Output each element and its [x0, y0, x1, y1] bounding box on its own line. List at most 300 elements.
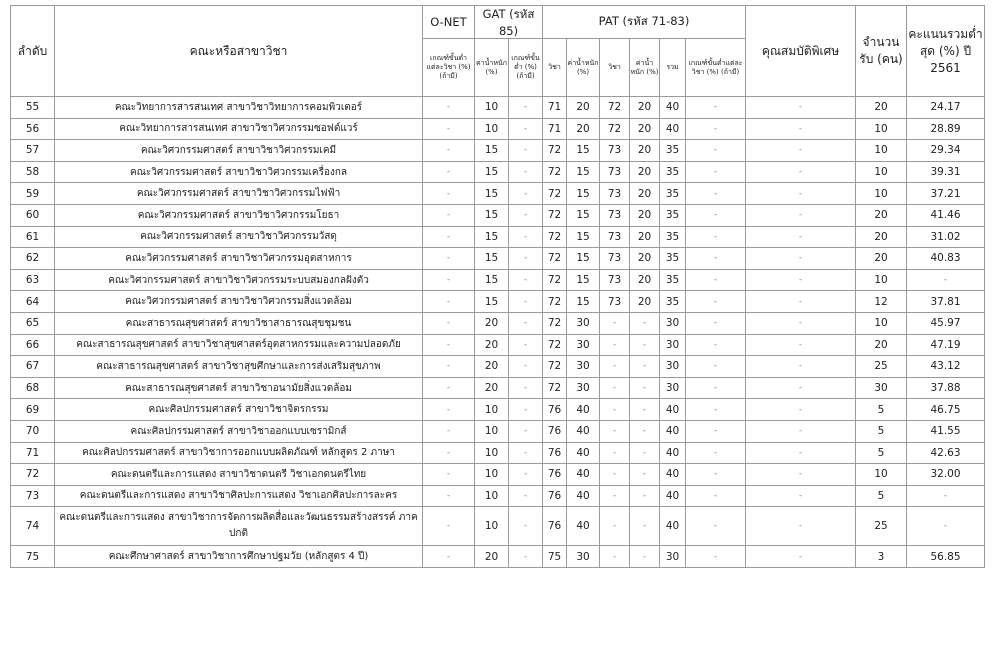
- gat-min: -: [509, 183, 543, 205]
- row-number: 56: [11, 118, 55, 140]
- pat-subject-2: 73: [600, 161, 630, 183]
- table-row: [11, 334, 985, 356]
- pat-weight-2: -: [630, 399, 660, 421]
- pat-weight-1: 30: [567, 546, 600, 568]
- header-gat-min: เกณฑ์ขั้นต่ำ (%) (ถ้ามี): [509, 39, 543, 97]
- pat-subject-1: 76: [543, 507, 567, 546]
- special-qualification: -: [746, 140, 856, 162]
- table-row: [11, 269, 985, 291]
- gat-weight: 10: [475, 507, 509, 546]
- onet-min: -: [423, 420, 475, 442]
- gat-min: -: [509, 356, 543, 378]
- faculty-name: คณะวิศวกรรมศาสตร์ สาขาวิชาวิศวกรรมเคมี: [55, 140, 423, 162]
- gat-weight: 10: [475, 399, 509, 421]
- min-score: 45.97: [907, 312, 985, 334]
- onet-min: -: [423, 118, 475, 140]
- pat-total: 30: [660, 546, 686, 568]
- special-qualification: -: [746, 312, 856, 334]
- pat-subject-1: 76: [543, 464, 567, 486]
- pat-subject-1: 76: [543, 485, 567, 507]
- table-row: [11, 161, 985, 183]
- min-score: 46.75: [907, 399, 985, 421]
- pat-min: -: [686, 248, 746, 270]
- pat-weight-2: 20: [630, 248, 660, 270]
- faculty-name: คณะดนตรีและการแสดง สาขาวิชาศิลปะการแสดง วิชาเอกศิลปะการละคร: [55, 485, 423, 507]
- pat-weight-1: 40: [567, 420, 600, 442]
- min-score: 37.88: [907, 377, 985, 399]
- seats: 12: [856, 291, 907, 313]
- pat-weight-1: 15: [567, 269, 600, 291]
- table-row: [11, 226, 985, 248]
- faculty-name: คณะสาธารณสุขศาสตร์ สาขาวิชาสุขศึกษาและการส่งเสริมสุขภาพ: [55, 356, 423, 378]
- pat-weight-2: -: [630, 377, 660, 399]
- gat-weight: 20: [475, 334, 509, 356]
- gat-weight: 20: [475, 356, 509, 378]
- pat-subject-2: 73: [600, 291, 630, 313]
- faculty-name: คณะดนตรีและการแสดง สาขาวิชาการจัดการผลิตสื่อและวัฒนธรรมสร้างสรรค์ ภาคปกติ: [55, 507, 423, 546]
- pat-subject-1: 75: [543, 546, 567, 568]
- row-number: 69: [11, 399, 55, 421]
- gat-weight: 20: [475, 377, 509, 399]
- row-number: 66: [11, 334, 55, 356]
- pat-subject-2: 73: [600, 183, 630, 205]
- pat-subject-2: -: [600, 399, 630, 421]
- row-number: 61: [11, 226, 55, 248]
- pat-subject-2: 72: [600, 97, 630, 119]
- special-qualification: -: [746, 183, 856, 205]
- faculty-name: คณะศิลปกรรมศาสตร์ สาขาวิชาการออกแบบผลิตภัณฑ์ หลักสูตร 2 ภาษา: [55, 442, 423, 464]
- pat-min: -: [686, 312, 746, 334]
- seats: 5: [856, 442, 907, 464]
- header-faculty: คณะหรือสาขาวิชา: [55, 6, 423, 97]
- pat-min: -: [686, 507, 746, 546]
- pat-weight-1: 15: [567, 161, 600, 183]
- table-row: [11, 464, 985, 486]
- row-number: 64: [11, 291, 55, 313]
- special-qualification: -: [746, 118, 856, 140]
- pat-subject-2: -: [600, 356, 630, 378]
- gat-min: -: [509, 485, 543, 507]
- special-qualification: -: [746, 161, 856, 183]
- pat-subject-1: 76: [543, 420, 567, 442]
- pat-weight-1: 15: [567, 248, 600, 270]
- pat-min: -: [686, 485, 746, 507]
- table-row: [11, 248, 985, 270]
- header-pat-subject-2: วิชา: [600, 39, 630, 97]
- seats: 5: [856, 420, 907, 442]
- onet-min: -: [423, 226, 475, 248]
- table-row: [11, 399, 985, 421]
- faculty-name: คณะวิศวกรรมศาสตร์ สาขาวิชาวิศวกรรมอุตสาหการ: [55, 248, 423, 270]
- pat-min: -: [686, 420, 746, 442]
- min-score: 43.12: [907, 356, 985, 378]
- onet-min: -: [423, 269, 475, 291]
- row-number: 70: [11, 420, 55, 442]
- pat-total: 40: [660, 420, 686, 442]
- header-pat-weight-1: ค่าน้ำหนัก (%): [567, 39, 600, 97]
- pat-subject-1: 72: [543, 291, 567, 313]
- pat-min: -: [686, 183, 746, 205]
- pat-subject-2: 73: [600, 226, 630, 248]
- pat-min: -: [686, 97, 746, 119]
- seats: 10: [856, 161, 907, 183]
- onet-min: -: [423, 312, 475, 334]
- pat-weight-2: -: [630, 485, 660, 507]
- pat-subject-1: 72: [543, 226, 567, 248]
- gat-weight: 10: [475, 464, 509, 486]
- onet-min: -: [423, 140, 475, 162]
- pat-min: -: [686, 204, 746, 226]
- pat-subject-1: 72: [543, 356, 567, 378]
- onet-min: -: [423, 248, 475, 270]
- table-row: [11, 420, 985, 442]
- min-score: 56.85: [907, 546, 985, 568]
- header-onet-min: เกณฑ์ขั้นต่ำแต่ละวิชา (%) (ถ้ามี): [423, 39, 475, 97]
- pat-weight-2: 20: [630, 118, 660, 140]
- pat-weight-1: 40: [567, 399, 600, 421]
- gat-min: -: [509, 140, 543, 162]
- pat-total: 40: [660, 485, 686, 507]
- row-number: 65: [11, 312, 55, 334]
- pat-weight-2: 20: [630, 269, 660, 291]
- pat-min: -: [686, 269, 746, 291]
- special-qualification: -: [746, 546, 856, 568]
- faculty-name: คณะวิทยาการสารสนเทศ สาขาวิชาวิทยาการคอมพิวเตอร์: [55, 97, 423, 119]
- gat-weight: 15: [475, 269, 509, 291]
- pat-subject-2: -: [600, 485, 630, 507]
- gat-weight: 20: [475, 312, 509, 334]
- pat-subject-1: 76: [543, 442, 567, 464]
- table-row: [11, 485, 985, 507]
- row-number: 63: [11, 269, 55, 291]
- header-pat-min: เกณฑ์ขั้นต่ำแต่ละวิชา (%) (ถ้ามี): [686, 39, 746, 97]
- row-number: 67: [11, 356, 55, 378]
- faculty-name: คณะสาธารณสุขศาสตร์ สาขาวิชาอนามัยสิ่งแวดล้อม: [55, 377, 423, 399]
- header-gat-weight: ค่าน้ำหนัก (%): [475, 39, 509, 97]
- pat-total: 30: [660, 312, 686, 334]
- faculty-name: คณะวิศวกรรมศาสตร์ สาขาวิชาวิศวกรรมสิ่งแวดล้อม: [55, 291, 423, 313]
- pat-weight-2: 20: [630, 161, 660, 183]
- header-special: คุณสมบัติพิเศษ: [746, 6, 856, 97]
- header-pat-weight-2: ค่าน้ำหนัก (%): [630, 39, 660, 97]
- seats: 20: [856, 97, 907, 119]
- gat-weight: 15: [475, 248, 509, 270]
- gat-weight: 10: [475, 442, 509, 464]
- header-onet: O-NET: [423, 6, 475, 39]
- gat-min: -: [509, 546, 543, 568]
- pat-min: -: [686, 546, 746, 568]
- onet-min: -: [423, 485, 475, 507]
- min-score: 39.31: [907, 161, 985, 183]
- min-score: 42.63: [907, 442, 985, 464]
- pat-subject-2: 73: [600, 248, 630, 270]
- pat-weight-1: 40: [567, 507, 600, 546]
- pat-subject-1: 72: [543, 161, 567, 183]
- min-score: -: [907, 269, 985, 291]
- pat-weight-2: -: [630, 442, 660, 464]
- seats: 5: [856, 485, 907, 507]
- pat-subject-1: 72: [543, 204, 567, 226]
- pat-weight-2: 20: [630, 183, 660, 205]
- admission-table: [10, 5, 985, 568]
- seats: 10: [856, 312, 907, 334]
- pat-weight-1: 40: [567, 464, 600, 486]
- min-score: 32.00: [907, 464, 985, 486]
- header-pat: PAT (รหัส 71-83): [543, 6, 746, 39]
- min-score: 37.21: [907, 183, 985, 205]
- min-score: 28.89: [907, 118, 985, 140]
- pat-total: 30: [660, 334, 686, 356]
- seats: 10: [856, 269, 907, 291]
- pat-total: 40: [660, 97, 686, 119]
- faculty-name: คณะสาธารณสุขศาสตร์ สาขาวิชาสาธารณสุขชุมชน: [55, 312, 423, 334]
- header-gat: GAT (รหัส 85): [475, 6, 543, 39]
- table-row: [11, 97, 985, 119]
- gat-weight: 10: [475, 485, 509, 507]
- pat-subject-1: 72: [543, 140, 567, 162]
- pat-min: -: [686, 118, 746, 140]
- onet-min: -: [423, 356, 475, 378]
- min-score: 47.19: [907, 334, 985, 356]
- special-qualification: -: [746, 464, 856, 486]
- pat-min: -: [686, 464, 746, 486]
- pat-weight-1: 15: [567, 183, 600, 205]
- pat-subject-1: 72: [543, 183, 567, 205]
- pat-total: 35: [660, 291, 686, 313]
- pat-weight-2: -: [630, 507, 660, 546]
- pat-min: -: [686, 140, 746, 162]
- pat-subject-2: -: [600, 442, 630, 464]
- pat-weight-2: -: [630, 420, 660, 442]
- min-score: 31.02: [907, 226, 985, 248]
- gat-weight: 20: [475, 546, 509, 568]
- gat-weight: 15: [475, 291, 509, 313]
- special-qualification: -: [746, 377, 856, 399]
- pat-weight-2: 20: [630, 204, 660, 226]
- pat-subject-1: 76: [543, 399, 567, 421]
- seats: 10: [856, 464, 907, 486]
- seats: 20: [856, 334, 907, 356]
- gat-min: -: [509, 507, 543, 546]
- pat-total: 35: [660, 140, 686, 162]
- gat-min: -: [509, 464, 543, 486]
- seats: 10: [856, 140, 907, 162]
- row-number: 59: [11, 183, 55, 205]
- special-qualification: -: [746, 204, 856, 226]
- onet-min: -: [423, 507, 475, 546]
- onet-min: -: [423, 204, 475, 226]
- onet-min: -: [423, 291, 475, 313]
- special-qualification: -: [746, 399, 856, 421]
- pat-weight-1: 40: [567, 485, 600, 507]
- pat-total: 35: [660, 183, 686, 205]
- seats: 25: [856, 356, 907, 378]
- pat-weight-2: 20: [630, 291, 660, 313]
- special-qualification: -: [746, 485, 856, 507]
- table-row: [11, 312, 985, 334]
- gat-min: -: [509, 334, 543, 356]
- pat-weight-2: -: [630, 464, 660, 486]
- pat-total: 40: [660, 442, 686, 464]
- pat-total: 35: [660, 226, 686, 248]
- table-row: [11, 377, 985, 399]
- gat-weight: 15: [475, 183, 509, 205]
- pat-total: 35: [660, 204, 686, 226]
- gat-weight: 15: [475, 161, 509, 183]
- row-number: 57: [11, 140, 55, 162]
- row-number: 55: [11, 97, 55, 119]
- pat-total: 40: [660, 399, 686, 421]
- pat-weight-1: 30: [567, 334, 600, 356]
- special-qualification: -: [746, 291, 856, 313]
- special-qualification: -: [746, 356, 856, 378]
- gat-min: -: [509, 442, 543, 464]
- pat-weight-2: 20: [630, 140, 660, 162]
- pat-weight-1: 30: [567, 312, 600, 334]
- gat-min: -: [509, 97, 543, 119]
- pat-weight-1: 30: [567, 377, 600, 399]
- gat-weight: 15: [475, 204, 509, 226]
- header-order: ลำดับ: [11, 6, 55, 97]
- pat-weight-2: 20: [630, 226, 660, 248]
- special-qualification: -: [746, 334, 856, 356]
- min-score: 41.55: [907, 420, 985, 442]
- seats: 20: [856, 248, 907, 270]
- table-row: [11, 507, 985, 546]
- header-seats: จำนวนรับ (คน): [856, 6, 907, 97]
- pat-weight-2: 20: [630, 97, 660, 119]
- header-min-score: คะแนนรวมต่ำสุด (%) ปี 2561: [907, 6, 985, 97]
- pat-weight-1: 20: [567, 118, 600, 140]
- min-score: 29.34: [907, 140, 985, 162]
- row-number: 58: [11, 161, 55, 183]
- gat-min: -: [509, 204, 543, 226]
- onet-min: -: [423, 183, 475, 205]
- pat-total: 40: [660, 464, 686, 486]
- pat-weight-1: 15: [567, 291, 600, 313]
- table-row: [11, 356, 985, 378]
- faculty-name: คณะดนตรีและการแสดง สาขาวิชาดนตรี วิชาเอกดนตรีไทย: [55, 464, 423, 486]
- min-score: 24.17: [907, 97, 985, 119]
- table-row: [11, 546, 985, 568]
- pat-subject-1: 71: [543, 118, 567, 140]
- pat-weight-2: -: [630, 356, 660, 378]
- seats: 20: [856, 204, 907, 226]
- faculty-name: คณะวิศวกรรมศาสตร์ สาขาวิชาวิศวกรรมไฟฟ้า: [55, 183, 423, 205]
- seats: 10: [856, 183, 907, 205]
- gat-min: -: [509, 399, 543, 421]
- pat-subject-2: 73: [600, 204, 630, 226]
- gat-weight: 10: [475, 118, 509, 140]
- pat-total: 30: [660, 356, 686, 378]
- min-score: -: [907, 485, 985, 507]
- pat-subject-2: 73: [600, 269, 630, 291]
- pat-weight-1: 15: [567, 226, 600, 248]
- table-body: [11, 97, 985, 568]
- min-score: -: [907, 507, 985, 546]
- seats: 20: [856, 226, 907, 248]
- min-score: 37.81: [907, 291, 985, 313]
- row-number: 72: [11, 464, 55, 486]
- pat-subject-1: 71: [543, 97, 567, 119]
- row-number: 71: [11, 442, 55, 464]
- faculty-name: คณะสาธารณสุขศาสตร์ สาขาวิชาสุขศาสตร์อุตสาหกรรมและความปลอดภัย: [55, 334, 423, 356]
- faculty-name: คณะศึกษาศาสตร์ สาขาวิชาการศึกษาปฐมวัย (หลักสูตร 4 ปี): [55, 546, 423, 568]
- onet-min: -: [423, 464, 475, 486]
- pat-total: 40: [660, 118, 686, 140]
- pat-total: 40: [660, 507, 686, 546]
- pat-subject-2: -: [600, 420, 630, 442]
- pat-total: 35: [660, 269, 686, 291]
- faculty-name: คณะวิศวกรรมศาสตร์ สาขาวิชาวิศวกรรมเครื่องกล: [55, 161, 423, 183]
- pat-min: -: [686, 334, 746, 356]
- gat-min: -: [509, 118, 543, 140]
- pat-weight-2: -: [630, 546, 660, 568]
- row-number: 73: [11, 485, 55, 507]
- pat-total: 35: [660, 248, 686, 270]
- pat-subject-1: 72: [543, 269, 567, 291]
- pat-weight-1: 15: [567, 204, 600, 226]
- pat-total: 30: [660, 377, 686, 399]
- pat-subject-2: 73: [600, 140, 630, 162]
- pat-subject-1: 72: [543, 377, 567, 399]
- faculty-name: คณะศิลปกรรมศาสตร์ สาขาวิชาจิตรกรรม: [55, 399, 423, 421]
- onet-min: -: [423, 377, 475, 399]
- row-number: 60: [11, 204, 55, 226]
- gat-weight: 10: [475, 97, 509, 119]
- gat-min: -: [509, 291, 543, 313]
- row-number: 68: [11, 377, 55, 399]
- pat-weight-1: 20: [567, 97, 600, 119]
- faculty-name: คณะวิทยาการสารสนเทศ สาขาวิชาวิศวกรรมซอฟต์แวร์: [55, 118, 423, 140]
- pat-subject-1: 72: [543, 334, 567, 356]
- row-number: 74: [11, 507, 55, 546]
- pat-subject-2: -: [600, 546, 630, 568]
- pat-weight-1: 40: [567, 442, 600, 464]
- pat-total: 35: [660, 161, 686, 183]
- pat-weight-1: 15: [567, 140, 600, 162]
- table-row: [11, 291, 985, 313]
- gat-min: -: [509, 269, 543, 291]
- pat-subject-2: -: [600, 507, 630, 546]
- onet-min: -: [423, 399, 475, 421]
- pat-min: -: [686, 399, 746, 421]
- onet-min: -: [423, 161, 475, 183]
- special-qualification: -: [746, 442, 856, 464]
- pat-min: -: [686, 291, 746, 313]
- header-pat-subject-1: วิชา: [543, 39, 567, 97]
- faculty-name: คณะวิศวกรรมศาสตร์ สาขาวิชาวิศวกรรมโยธา: [55, 204, 423, 226]
- pat-min: -: [686, 377, 746, 399]
- table-row: [11, 140, 985, 162]
- special-qualification: -: [746, 248, 856, 270]
- special-qualification: -: [746, 97, 856, 119]
- pat-min: -: [686, 161, 746, 183]
- special-qualification: -: [746, 507, 856, 546]
- onet-min: -: [423, 334, 475, 356]
- header-pat-total: รวม: [660, 39, 686, 97]
- pat-weight-2: -: [630, 312, 660, 334]
- pat-subject-1: 72: [543, 248, 567, 270]
- pat-subject-2: -: [600, 377, 630, 399]
- header-row-1: [11, 6, 985, 39]
- row-number: 62: [11, 248, 55, 270]
- pat-subject-2: -: [600, 464, 630, 486]
- faculty-name: คณะวิศวกรรมศาสตร์ สาขาวิชาวิศวกรรมวัสดุ: [55, 226, 423, 248]
- onet-min: -: [423, 97, 475, 119]
- seats: 30: [856, 377, 907, 399]
- table-row: [11, 204, 985, 226]
